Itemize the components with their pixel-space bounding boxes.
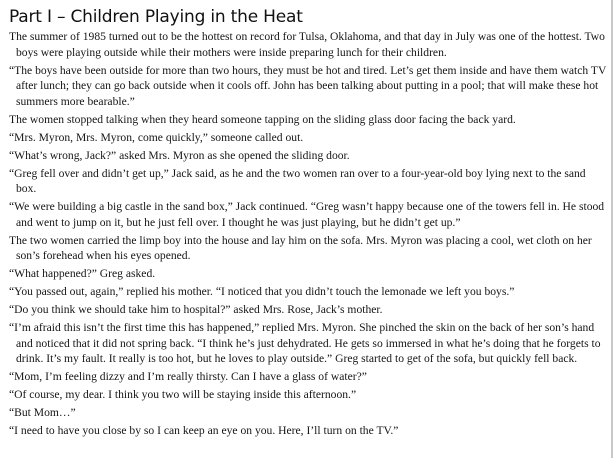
- paragraph-1: The summer of 1985 turned out to be the hottest on record for Tulsa, Oklahoma, and that day in July was one of the hottest. Two boys were playing outside while their mothers were inside preparing lunch for their children.: [9, 30, 605, 59]
- paragraph-13: “Mom, I’m feeling dizzy and I’m really thirsty. Can I have a glass of water?”: [9, 370, 367, 383]
- paragraph-15: “But Mom…”: [9, 406, 76, 419]
- paragraph-2: “The boys have been outside for more than two hours, they must be hot and tired. Let’s get them inside and have them watch TV after lunch; they can go back outside when it cools off. John has been talking about putting in a pool; that will make these hot summers more bearable.”: [9, 63, 607, 108]
- paragraph-14: “Of course, my dear. I think you two will be staying inside this afternoon.”: [9, 388, 357, 401]
- paragraph-11: “Do you think we should take him to hospital?” asked Mrs. Rose, Jack’s mother.: [9, 303, 383, 316]
- paragraph-3: The women stopped talking when they heard someone tapping on the sliding glass door facing the back yard.: [9, 112, 516, 126]
- paragraph-4: “Mrs. Myron, Mrs. Myron, come quickly,” someone called out.: [9, 130, 304, 144]
- paragraph-12: “I’m afraid this isn’t the first time this has happened,” replied Mrs. Myron. She pinched the skin on the back of her son’s hand and noticed that it did not spring back. “I think he’s just dehydrated. He gets so immersed in what he’s doing that he forgets to drink. It’s my fault. It really is too hot, but he loves to play outside.” Greg started to get of the sofa, but quickly fell back.: [9, 321, 601, 365]
- paragraph-16: “I need to have you close by so I can keep an eye on you. Here, I’ll turn on the TV.”: [9, 424, 399, 437]
- paragraph-6: “Greg fell over and didn’t get up,” Jack said, as he and the two women ran over to a four-year-old boy lying next to the sand box.: [9, 166, 586, 195]
- paragraph-9: “What happened?” Greg asked.: [9, 267, 156, 280]
- page-title: Part I – Children Playing in the Heat: [9, 7, 303, 27]
- paragraph-8: The two women carried the limp boy into the house and lay him on the sofa. Mrs. Myron was placing a cool, wet cloth on her son’s forehead when his eyes opened.: [9, 233, 592, 262]
- paragraph-10: “You passed out, again,” replied his mother. “I noticed that you didn’t touch the lemonade we left you boys.”: [9, 285, 515, 298]
- story-body: [9, 29, 607, 441]
- paragraph-7: “We were building a big castle in the sand box,” Jack continued. “Greg wasn’t happy because one of the towers fell in. He stood and went to jump on it, but he just fell over. I thought he was just playing, but he didn’t get up.”: [9, 200, 605, 229]
- paragraph-5: “What’s wrong, Jack?” asked Mrs. Myron as she opened the sliding door.: [9, 148, 350, 162]
